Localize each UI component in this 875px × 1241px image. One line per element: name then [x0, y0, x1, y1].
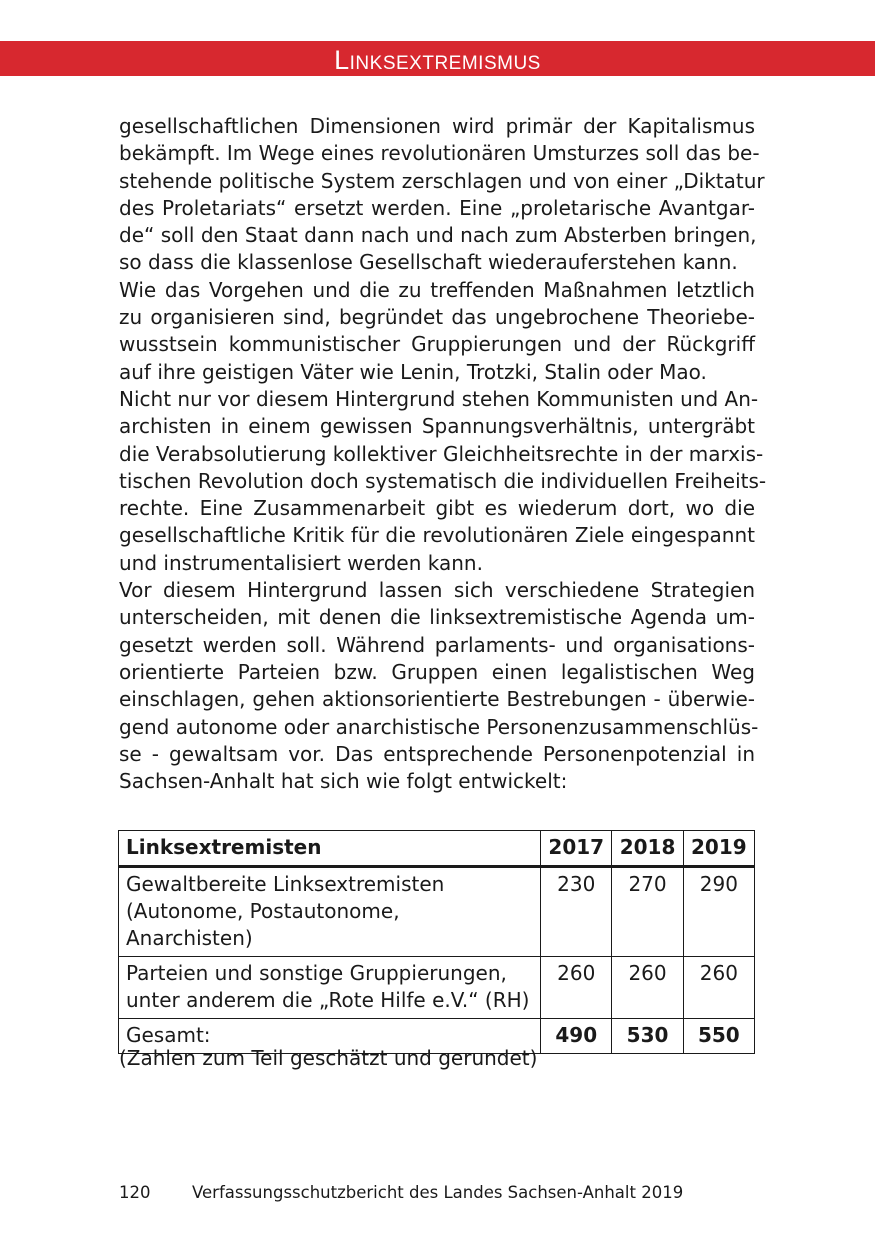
total-label: Gesamt: [119, 1019, 541, 1054]
body-text [119, 113, 767, 795]
text-line: Wie das Vorgehen und die zu treffenden Maßnahmen letztlich [119, 277, 755, 302]
column-header-year: 2018 [612, 831, 683, 867]
page-footer [119, 1182, 683, 1204]
text-line: Vor diesem Hintergrund lassen sich verschiedene Strategien [119, 578, 755, 603]
row-value: 230 [541, 867, 612, 957]
row-value: 260 [541, 957, 612, 1019]
text-line: tischen Revolution doch systematisch die individuellen Freiheits- [119, 468, 767, 493]
text-line: einschlagen, gehen aktionsorientierte Bestrebungen - überwie- [119, 687, 755, 712]
text-line: wusstsein kommunistischer Gruppierungen und der Rückgriff [119, 332, 755, 357]
row-label-line: Parteien und sonstige Gruppierungen, [126, 961, 507, 985]
row-label [119, 867, 541, 957]
text-line: Sachsen-Anhalt hat sich wie folgt entwickelt: [119, 769, 568, 794]
row-value: 260 [683, 957, 754, 1019]
text-line: rechte. Eine Zusammenarbeit gibt es wiederum dort, wo die [119, 496, 755, 521]
column-header-year: 2019 [683, 831, 754, 867]
text-line: auf ihre geistigen Väter wie Lenin, Trotzki, Stalin oder Mao. [119, 359, 707, 384]
total-value: 530 [612, 1019, 683, 1054]
row-label-line: Anarchisten) [126, 926, 253, 950]
text-line: des Proletariats“ ersetzt werden. Eine „proletarische Avantgar- [119, 195, 755, 220]
text-line: stehende politische System zerschlagen und von einer „Diktatur [119, 168, 765, 193]
text-line: se - gewaltsam vor. Das entsprechende Personenpotenzial in [119, 741, 755, 766]
text-line: so dass die klassenlose Gesellschaft wiederauferstehen kann. [119, 250, 738, 275]
table-row [119, 957, 755, 1019]
text-line: die Verabsolutierung kollektiver Gleichheitsrechte in der marxis- [119, 441, 764, 466]
statistics-table [118, 830, 755, 1054]
page-number: 120 [119, 1183, 151, 1202]
text-line: de“ soll den Staat dann nach und nach zum Absterben bringen, [119, 223, 757, 248]
text-line: gend autonome oder anarchistische Personenzusammenschlüs- [119, 714, 759, 739]
column-header-label: Linksextremisten [119, 831, 541, 867]
text-line: orientierte Parteien bzw. Gruppen einen legalistischen Weg [119, 659, 755, 684]
chapter-title: Linksextremismus [334, 45, 541, 75]
publication-title: Verfassungsschutzbericht des Landes Sachsen-Anhalt 2019 [192, 1183, 684, 1202]
table-note: (Zahlen zum Teil geschätzt und gerundet) [119, 1046, 538, 1070]
header-bar [0, 41, 875, 76]
row-label-line: unter anderem die „Rote Hilfe e.V.“ (RH) [126, 988, 530, 1012]
text-line: zu organisieren sind, begründet das ungebrochene Theoriebe- [119, 305, 755, 330]
total-value: 490 [541, 1019, 612, 1054]
text-line: archisten in einem gewissen Spannungsverhältnis, untergräbt [119, 414, 755, 439]
table-header-row [119, 831, 755, 867]
column-header-year: 2017 [541, 831, 612, 867]
text-line: Nicht nur vor diesem Hintergrund stehen Kommunisten und An- [119, 386, 759, 411]
text-line: gesellschaftliche Kritik für die revolutionären Ziele eingespannt [119, 523, 755, 548]
row-value: 260 [612, 957, 683, 1019]
row-label [119, 957, 541, 1019]
table-row [119, 867, 755, 957]
text-line: bekämpft. Im Wege eines revolutionären Umsturzes soll das be- [119, 141, 760, 166]
row-value: 290 [683, 867, 754, 957]
row-label-line: Gewaltbereite Linksextremisten [126, 872, 445, 896]
text-line: gesellschaftlichen Dimensionen wird primär der Kapitalismus [119, 114, 755, 138]
total-value: 550 [683, 1019, 754, 1054]
row-label-line: (Autonome, Postautonome, [126, 899, 400, 923]
row-value: 270 [612, 867, 683, 957]
text-line: und instrumentalisiert werden kann. [119, 550, 483, 575]
text-line: unterscheiden, mit denen die linksextremistische Agenda um- [119, 605, 755, 630]
text-line: gesetzt werden soll. Während parlaments- und organisations- [119, 632, 755, 657]
